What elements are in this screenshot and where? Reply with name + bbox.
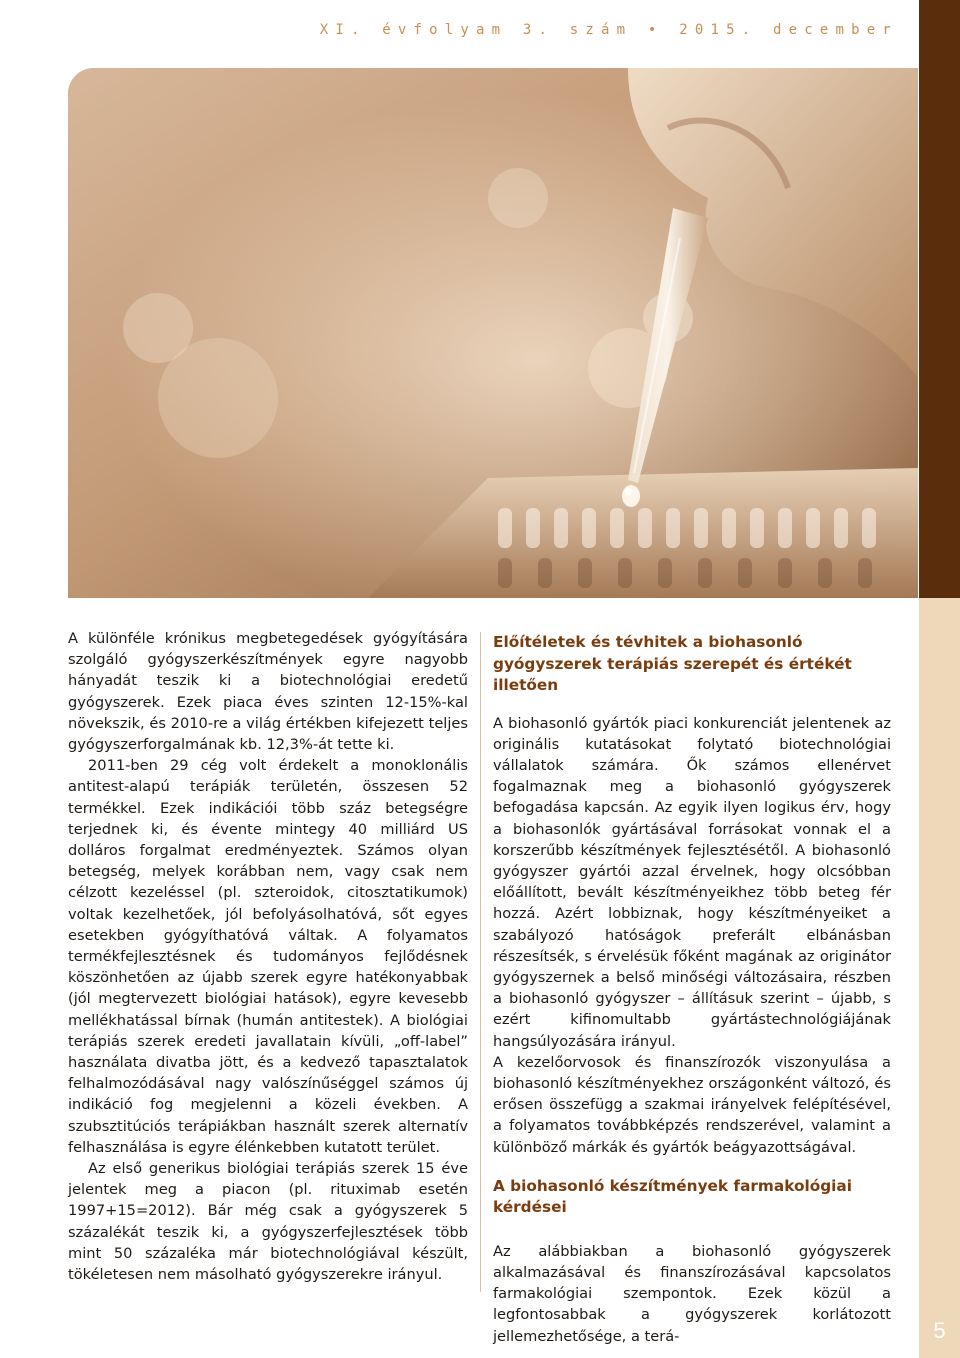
- body-paragraph: A különféle krónikus megbetegedések gyógyítására szolgáló gyógyszerkészítmények egyre nagyobb hányadát teszik ki a biotechnológiai eredetű gyógyszerek. Ezek piaca éves szinten 12-15%-kal növekszik, és 2010-re a világ értékben kifejezett teljes gyógyszerforgalmának kb. 12,3%-át tette ki.: [68, 630, 468, 754]
- body-paragraph: A biohasonló gyártók piaci konkurenciát jelentenek az originális kutatásokat folytató biotechnológiai vállalatok számára. Ők számos ellenérvet fogalmaznak meg a biohasonló gyógyszerek befogadása kapcsán. Az egyik ilyen logikus érv, hogy a biohasonlók gyártásával forrásokat vonnak el a korszerűbb készítmények fejlesztésétől. A biohasonló gyógyszer gyártói azzal érvelnek, hogy olcsóbban előállított, bevált készítményeikhez több beteg fér hozzá. Azért lobbiznak, hogy készítményeiket a szabályozó hatóságok preferált elbánásban részesítsék, s érvelésük főként magának az originátor gyógyszernek a belső minőségi változásaira, részben a biohasonló gyógyszer – állításuk szerint – újabb, s ezért kifinomultabb gyártástechnológiájának hangsúlyozására irányul.: [493, 714, 891, 1050]
- running-head: XI. évfolyam 3. szám • 2015. december: [319, 22, 898, 38]
- body-paragraph: 2011-ben 29 cég volt érdekelt a monoklonális antitest-alapú terápiák területén, összesen 52 termékkel. Ezek indikációi több száz betegségre terjednek ki, és évente mintegy 40 milliárd US dolláros forgalmat eredményeztek. Számos olyan betegség, melyek korábban nem, vagy csak nem célzott kezeléssel (pl. szteroidok, citosztatikumok) voltak kezelhetőek, jól befolyásolhatóvá, sőt egyes esetekben gyógyíthatóvá váltak. A folyamatos termékfejlesztésnek és tudományos fejlődésnek köszönhetően az újabb szerek egyre hatékonyabbak (jól megtervezett biológiai hatások), egyre kevesebb mellékhatással bírnak (humán antitestek). A biológiai terápiás szerek eredeti javallatain kívüli, „off-label” használata divatba jött, és a kedvező tapasztalatok felhalmozódásával nagy valószínűséggel számos új indikáció fog megjelenni a közeli években. A szubsztitúciós terápiákban használt szerek alternatív felhasználása is egyre élénkebben kutatott terület.: [68, 757, 468, 1156]
- right-column: [493, 632, 891, 1347]
- left-column: [68, 628, 468, 1285]
- section-heading: Előítéletek és tévhitek a biohasonló gyógyszerek terápiás szerepét és értékét illetően: [493, 633, 852, 694]
- page-number-sidebar: [919, 598, 960, 1358]
- column-divider: [480, 632, 481, 1292]
- section-heading: A biohasonló készítmények farmakológiai kérdései: [493, 1176, 852, 1217]
- lab-pipette-photo: [68, 68, 918, 598]
- body-paragraph: Az első generikus biológiai terápiás szerek 15 éve jelentek meg a piacon (pl. rituximab esetén 1997+15=2012). Bár még csak a gyógyszerek 5 százalékát teszik ki, a gyógyszerfejlesztések több mint 50 százaléka már biotechnológiával készült, tökéletesen nem másolható gyógyszerekre irányul.: [68, 1160, 468, 1284]
- page-number: 5: [933, 1318, 946, 1343]
- accent-sidebar-bar: [919, 0, 960, 598]
- body-paragraph: Az alábbiakban a biohasonló gyógyszerek alkalmazásával és finanszírozásával kapcsolatos farmakológiai szempontok. Ezek közül a legfontosabbak a gyógyszerek korlátozott jellemezhetősége, a terá-: [493, 1242, 891, 1345]
- body-paragraph: A kezelőorvosok és finanszírozók viszonyulása a biohasonló készítményekhez országonként változó, és erősen összefügg a szakmai irányelvek felépítésével, a folyamatos továbbképzés rendszerével, valamint a különböző márkák és gyártók beágyazottságával.: [493, 1053, 891, 1156]
